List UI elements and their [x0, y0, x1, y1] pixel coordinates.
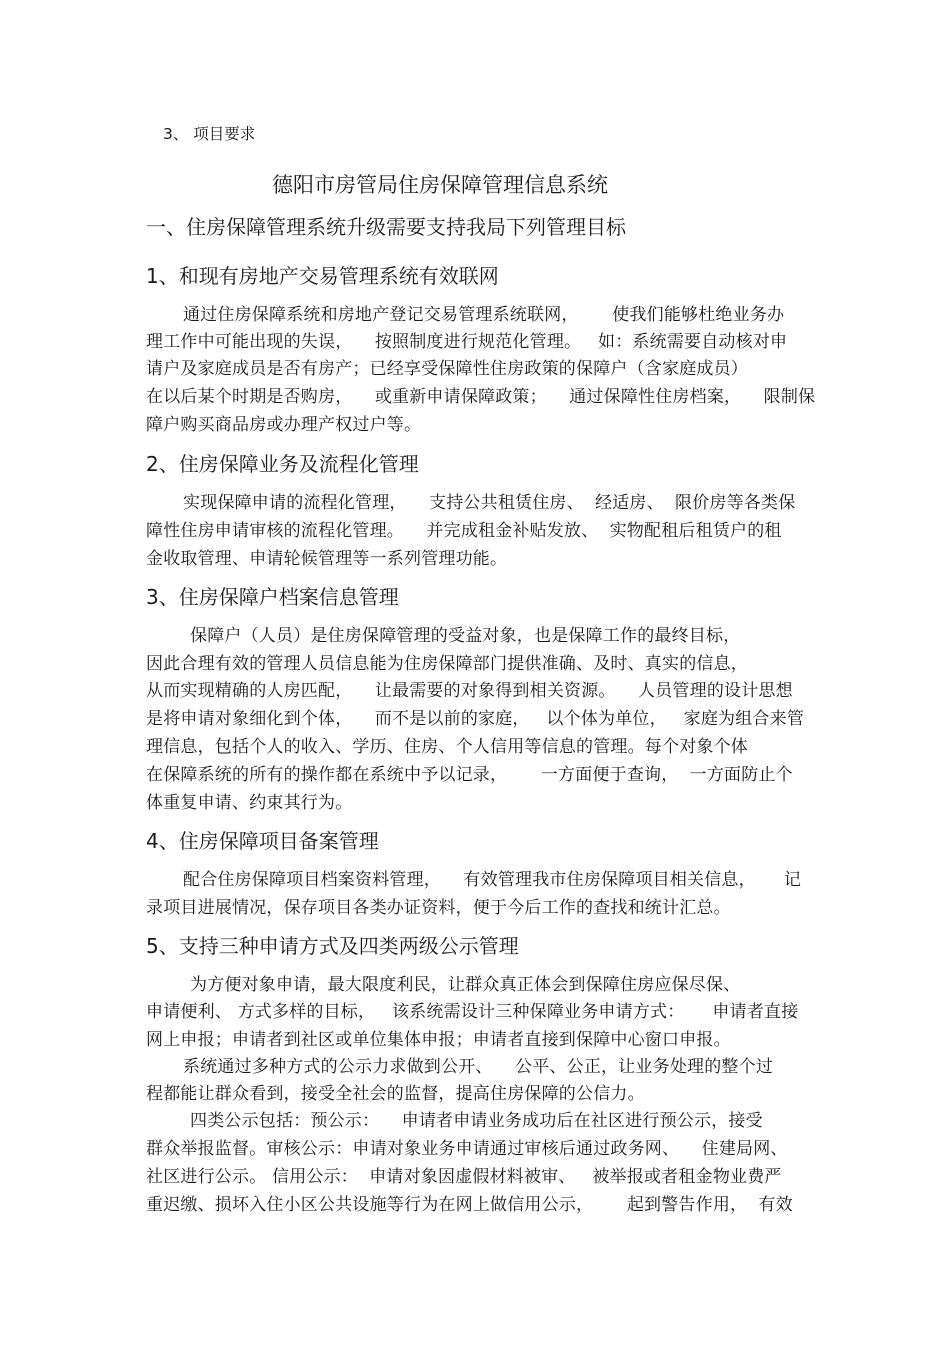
s2-line: 实现保障申请的流程化管理， 支持公共租赁住房、 经适房、 限价房等各类保: [183, 493, 796, 513]
s2-line: 障性住房申请审核的流程化管理。 并完成租金补贴发放、 实物配租后租赁户的租: [146, 521, 782, 541]
document-title: 德阳市房管局住房保障管理信息系统: [272, 173, 608, 197]
s4-heading: 4、住房保障项目备案管理: [146, 829, 379, 853]
intro-item: 3、 项目要求: [163, 125, 256, 143]
s5-line: 网上申报；申请者到社区或单位集体申报；申请者直接到保障中心窗口申报。: [146, 1030, 731, 1050]
s5-line: 系统通过多种方式的公示力求做到公开、 公平、公正，让业务处理的整个过: [183, 1057, 774, 1077]
s3-line: 因此合理有效的管理人员信息能为住房保障部门提供准确、及时、真实的信息，: [146, 654, 748, 674]
s5-line: 为方便对象申请，最大限度利民，让群众真正体会到保障住房应保尽保、: [190, 975, 741, 995]
s1-line: 在以后某个时期是否购房， 或重新申请保障政策； 通过保障性住房档案， 限制保: [146, 387, 816, 407]
s3-line: 理信息，包括个人的收入、学历、住房、个人信用等信息的管理。每个对象个体: [146, 737, 748, 757]
s1-heading: 1、和现有房地产交易管理系统有效联网: [146, 264, 499, 288]
s5-line: 社区进行公示。 信用公示： 申请对象因虚假材料被审、 被举报或者租金物业费严: [146, 1167, 782, 1187]
s5-line: 申请便利、 方式多样的目标， 该系统需设计三种保障业务申请方式： 申请者直接: [146, 1002, 799, 1022]
s3-heading: 3、住房保障户档案信息管理: [146, 585, 399, 609]
s1-line: 请户及家庭成员是否有房产；已经享受保障性住房政策的保障户（含家庭成员）: [146, 359, 748, 379]
s2-heading: 2、住房保障业务及流程化管理: [146, 452, 419, 476]
s5-heading: 5、支持三种申请方式及四类两级公示管理: [146, 934, 519, 958]
s4-line: 录项目进展情况，保存项目各类办证资料，便于今后工作的查找和统计汇总。: [146, 898, 731, 918]
s1-line: 通过住房保障系统和房地产登记交易管理系统联网， 使我们能够杜绝业务办: [183, 305, 785, 325]
s2-line: 金收取管理、申请轮候管理等一系列管理功能。: [146, 549, 508, 569]
s3-line: 在保障系统的所有的操作都在系统中予以记录， 一方面便于查询， 一方面防止个: [146, 765, 793, 785]
s3-line: 从而实现精确的人房匹配， 让最需要的对象得到相关资源。 人员管理的设计思想: [146, 681, 793, 701]
s1-line: 理工作中可能出现的失误， 按照制度进行规范化管理。 如：系统需要自动核对申: [146, 332, 788, 352]
s5-line: 群众举报监督。审核公示：申请对象业务申请通过审核后通过政务网、 住建局网、: [146, 1139, 788, 1159]
s5-line: 程都能让群众看到，接受全社会的监督，提高住房保障的公信力。: [146, 1084, 645, 1104]
s5-line: 重迟缴、损坏入住小区公共设施等行为在网上做信用公示， 起到警告作用， 有效: [146, 1195, 793, 1215]
s1-line: 障户购买商品房或办理产权过户等。: [146, 415, 422, 435]
section-heading: 一、住房保障管理系统升级需要支持我局下列管理目标: [146, 215, 626, 239]
s3-line: 体重复申请、约束其行为。: [146, 793, 353, 813]
s5-line: 四类公示包括：预公示： 申请者申请业务成功后在社区进行预公示，接受: [190, 1111, 763, 1131]
s3-line: 是将申请对象细化到个体， 而不是以前的家庭， 以个体为单位， 家庭为组合来管: [146, 709, 805, 729]
s3-line: 保障户（人员）是住房保障管理的受益对象，也是保障工作的最终目标，: [190, 626, 741, 646]
s4-line: 配合住房保障项目档案资料管理， 有效管理我市住房保障项目相关信息， 记: [183, 870, 802, 890]
